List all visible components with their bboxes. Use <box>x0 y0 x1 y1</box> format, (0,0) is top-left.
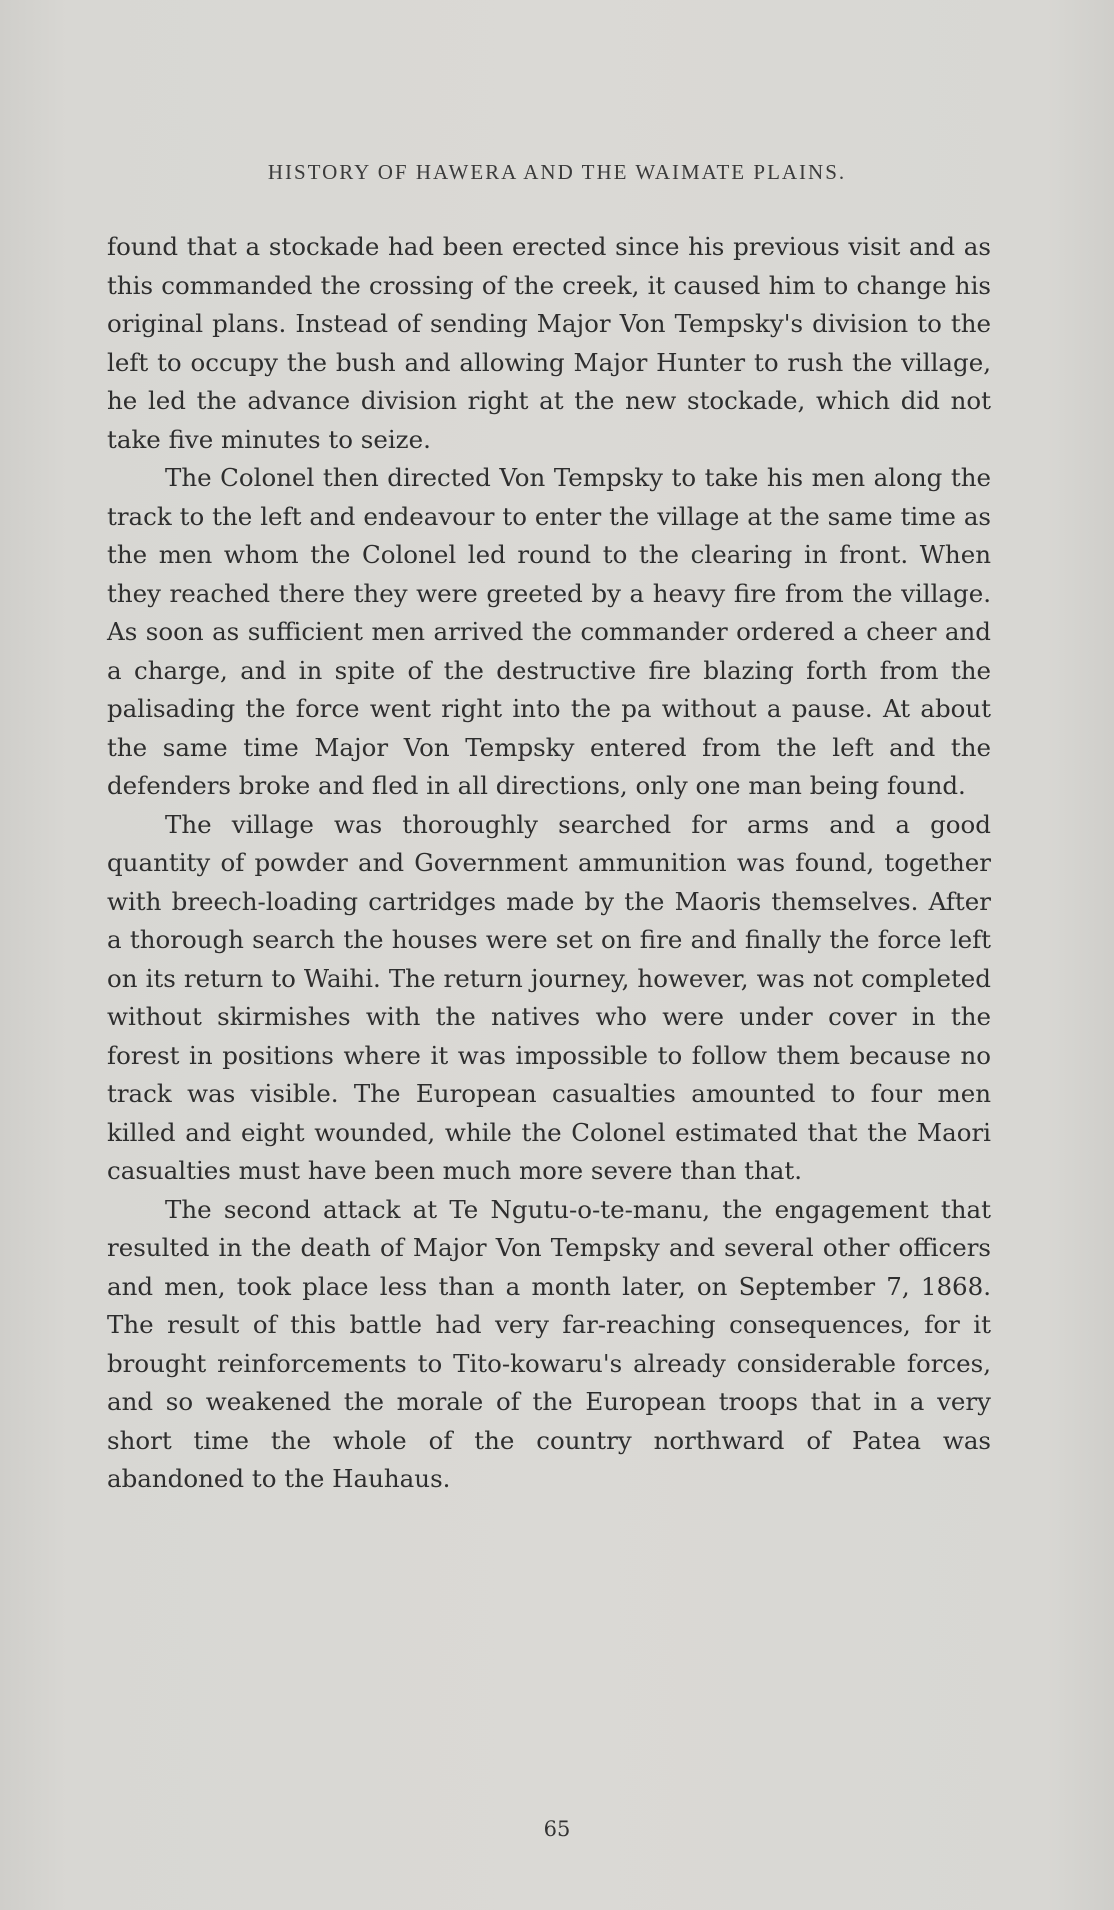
body-text <box>107 228 991 1499</box>
paragraph: The second attack at Te Ngutu-o-te-manu, the engagement that resulted in the death of Major Von Tempsky and several other officers and men, took place less than a month later, on September 7, 1868. The result of this battle had very far-reaching consequences, for it brought reinforcements to Tito-kowaru's already considerable forces, and so weakened the morale of the European troops that in a very short time the whole of the country northward of Patea was abandoned to the Hauhaus. <box>107 1194 991 1493</box>
paragraph-continuation: found that a stockade had been erected since his previous visit and as this commanded the crossing of the creek, it caused him to change his original plans. Instead of sending Major Von Tempsky's division to the left to occupy the bush and allowing Major Hunter to rush the village, he led the advance division right at the new stockade, which did not take five minutes to seize. <box>107 232 991 454</box>
running-head: HISTORY OF HAWERA AND THE WAIMATE PLAINS. <box>267 160 847 184</box>
paragraph: The Colonel then directed Von Tempsky to take his men along the track to the left and endeavour to enter the village at the same time as the men whom the Colonel led round to the clearing in front. When they reached there they were greeted by a heavy fire from the village. As soon as sufficient men arrived the commander ordered a cheer and a charge, and in spite of the destructive fire blazing forth from the palisading the force went right into the pa without a pause. At about the same time Major Von Tempsky entered from the left and the defenders broke and fled in all directions, only one man being found. <box>107 463 991 800</box>
page-number: 65 <box>543 1817 571 1841</box>
paragraph: The village was thoroughly searched for arms and a good quantity of powder and Government ammunition was found, together with breech-loading cartridges made by the Maoris themselves. After a thorough search the houses were set on fire and finally the force left on its return to Waihi. The return journey, however, was not completed without skirmishes with the natives who were under cover in the forest in positions where it was impossible to follow them because no track was visible. The European casualties amounted to four men killed and eight wounded, while the Colonel estimated that the Maori casualties must have been much more severe than that. <box>107 809 991 1185</box>
